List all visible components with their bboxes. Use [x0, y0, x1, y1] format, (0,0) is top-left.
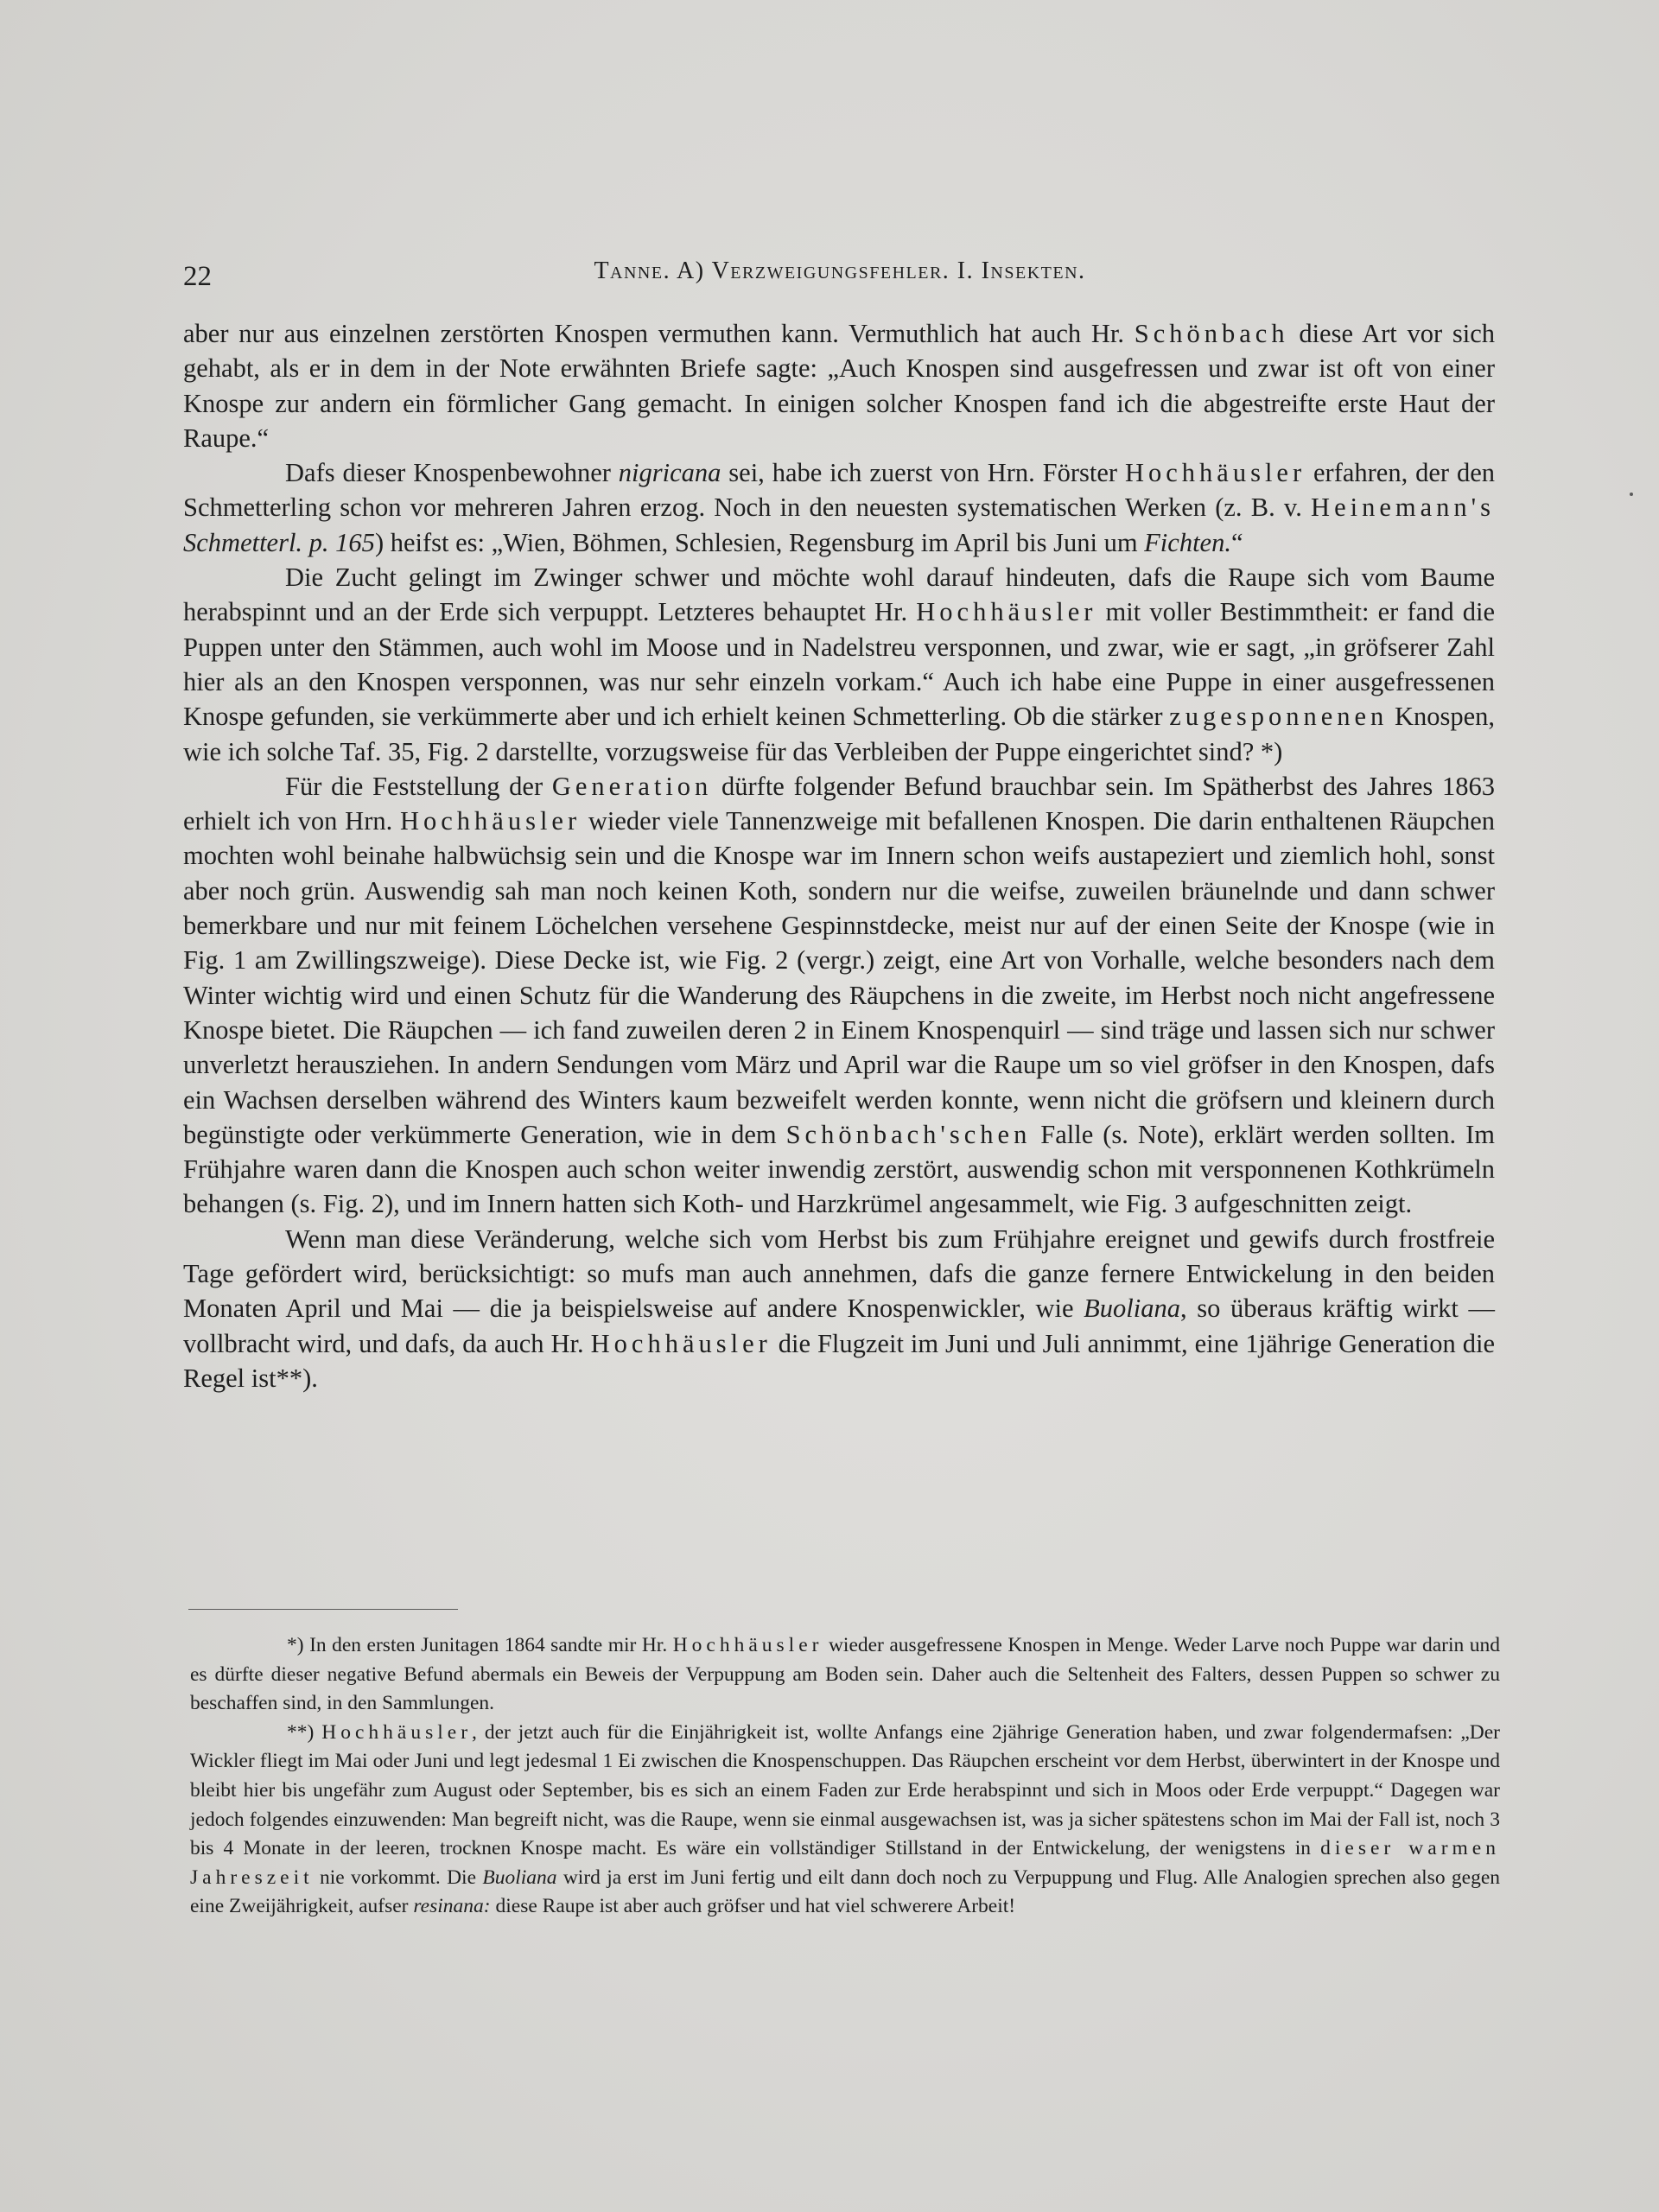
paragraph-2: Dafs dieser Knospenbewohner nigricana sei, habe ich zuerst von Hrn. Förster Hochhäusler erfahren, der den Schmetterling schon vor mehreren Jahren erzog. Noch in den neuesten systematischen Werken (z. B. v. Heinemann's Schmetterl. p. 165) heifst es: „Wien, Böhmen, Schlesien, Regensburg im April bis Juni um Fichten.“ — [183, 458, 1495, 557]
paper-speck — [1630, 493, 1633, 496]
footnote-1: *) In den ersten Junitagen 1864 sandte mir Hr. Hochhäusler wieder ausgefressene Knospen in Menge. Weder Larve noch Puppe war darin und es dürfte dieser negative Befund abermals ein Beweis der Verpuppung am Boden sein. Daher auch die Seltenheit des Falters, dessen Puppen so schwer zu beschaffen sind, in den Sammlungen. — [190, 1634, 1500, 1715]
footnote-divider — [188, 1609, 458, 1610]
paragraph-4: Für die Feststellung der Generation dürfte folgender Befund brauchbar sein. Im Spätherbst des Jahres 1863 erhielt ich von Hrn. Hochhäusler wieder viele Tannenzweige mit befallenen Knospen. Die darin enthaltenen Räupchen mochten wohl beinahe halbwüchsig sein und die Knospe war im Innern schon weifs austapeziert und ziemlich hohl, sonst aber noch grün. Auswendig sah man noch keinen Koth, sondern nur die weifse, zuweilen bräunelnde und dann schwer bemerkbare und nur mit feinem Löchelchen versehene Gespinnstdecke, meist nur auf der einen Seite der Knospe (wie in Fig. 1 am Zwillingszweige). Diese Decke ist, wie Fig. 2 (vergr.) zeigt, eine Art von Vorhalle, welche besonders nach dem Winter wichtig wird und einen Schutz für die Wanderung des Räupchens in die zweite, im Herbst noch nicht angefressene Knospe bietet. Die Räupchen — ich fand zuweilen deren 2 in Einem Knospenquirl — sind träge und lassen sich nur schwer unverletzt herausziehen. In andern Sendungen vom März und April war die Raupe um so viel gröfser in den Knospen, dafs ein Wachsen derselben während des Winters kaum bezweifelt werden konnte, wenn nicht die gröfsern und kleinern durch begünstigte oder verkümmerte Generation, wie in dem Schönbach'schen Falle (s. Note), erklärt werden sollten. Im Frühjahre waren dann die Knospen auch schon weiter inwendig zerstört, auswendig schon mit versponnenen Kothkrümeln behangen (s. Fig. 2), und im Innern hatten sich Koth- und Harzkrümel angesammelt, wie Fig. 3 aufgeschnitten zeigt. — [183, 771, 1495, 1219]
page-header — [183, 257, 1497, 301]
paragraph-3: Die Zucht gelingt im Zwinger schwer und möchte wohl darauf hindeuten, dafs die Raupe sich vom Baume herabspinnt und an der Erde sich verpuppt. Letzteres behauptet Hr. Hochhäusler mit voller Bestimmtheit: er fand die Puppen unter den Stämmen, auch wohl im Moose und in Nadelstreu versponnen, und zwar, wie er sagt, „in gröfserer Zahl hier als an den Knospen versponnen, was nur sehr einzeln vorkam.“ Auch ich habe eine Puppe in einer ausgefressenen Knospe gefunden, sie verkümmerte aber und ich erhielt keinen Schmetterling. Ob die stärker zugesponnenen Knospen, wie ich solche Taf. 35, Fig. 2 darstellte, vorzugsweise für das Verbleiben der Puppe eingerichtet sind? *) — [183, 563, 1495, 766]
footnote-2: **) Hochhäusler, der jetzt auch für die Einjährigkeit ist, wollte Anfangs eine 2jährige Generation haben, und zwar folgendermafsen: „Der Wickler fliegt im Mai oder Juni und legt jedesmal 1 Ei zwischen die Knospenschuppen. Das Räupchen erscheint vor dem Herbst, überwintert in der Knospe und bleibt hier bis ungefähr zum August oder September, bis es sich an einem Faden zur Erde herabspinnt und sich in Moos oder Erde verpuppt.“ Dagegen war jedoch folgendes einzuwenden: Man begreift nicht, was die Raupe, wenn sie einmal ausgewachsen ist, was ja sicher spätestens schon im Mai der Fall ist, noch 3 bis 4 Monate in der leeren, trocknen Knospe macht. Es wäre ein vollständiger Stillstand in der Entwickelung, der wenigstens in dieser warmen Jahreszeit nie vorkommt. Die Buoliana wird ja erst im Juni fertig und eilt dann doch noch zu Verpuppung und Flug. Alle Analogien sprechen also gegen eine Zweijährigkeit, aufser resinana: diese Raupe ist aber auch gröfser und hat viel schwerere Arbeit! — [190, 1720, 1500, 1918]
page-number: 22 — [183, 261, 212, 292]
running-title: Tanne. A) Verzweigungsfehler. I. Insekten. — [594, 257, 1086, 284]
paragraph-1: aber nur aus einzelnen zerstörten Knospen vermuthen kann. Vermuthlich hat auch Hr. Schönbach diese Art vor sich gehabt, als er in dem in der Note erwähnten Briefe sagte: „Auch Knospen sind ausgefressen und zwar ist oft von einer Knospe zur andern ein förmlicher Gang gemacht. In einigen solcher Knospen fand ich die abgestreifte erste Haut der Raupe.“ — [183, 319, 1495, 453]
footnotes — [190, 1631, 1500, 1922]
main-text — [183, 316, 1495, 1395]
paragraph-5: Wenn man diese Veränderung, welche sich vom Herbst bis zum Frühjahre ereignet und gewifs durch frostfreie Tage gefördert wird, berücksichtigt: so mufs man auch annehmen, dafs die ganze fernere Entwickelung in den beiden Monaten April und Mai — die ja beispielsweise auf andere Knospenwickler, wie Buoliana, so überaus kräftig wirkt — vollbracht wird, und dafs, da auch Hr. Hochhäusler die Flugzeit im Juni und Juli annimmt, eine 1jährige Generation die Regel ist**). — [183, 1224, 1495, 1393]
